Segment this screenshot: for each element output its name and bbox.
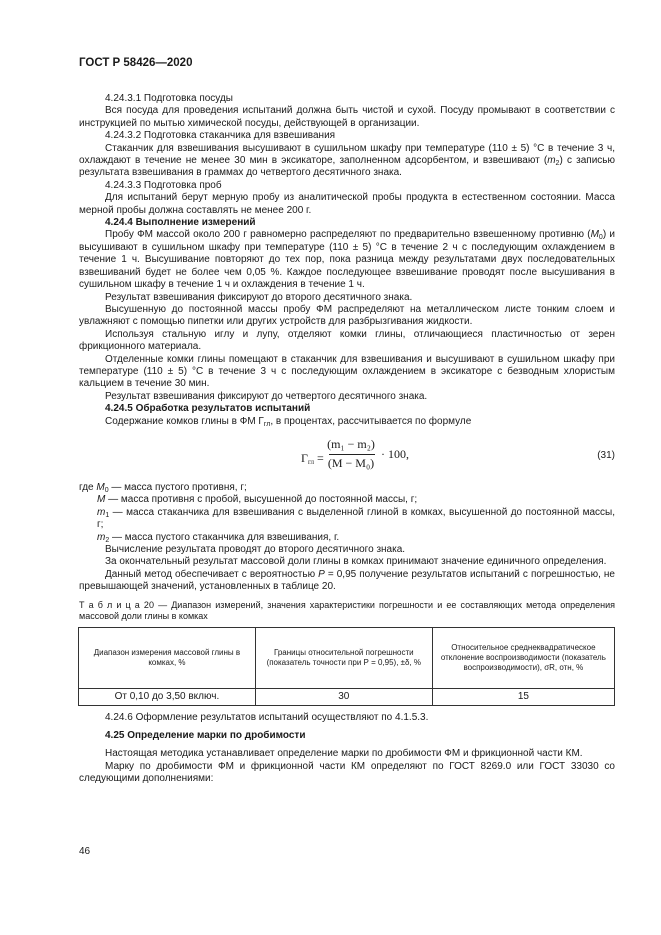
paragraph: Вычисление результата проводят до второго десятичного знака.	[105, 544, 406, 555]
paragraph: Используя стальную иглу и лупу, отделяют комки глины, отличающиеся пластичностью от зерен фрикционного материала.	[79, 328, 615, 353]
paragraph: Для испытаний берут мерную пробу из аналитической пробы продукта в естественном состоянии. Масса мерной пробы должна составлять не менее 200 г.	[79, 192, 615, 216]
legend-item: M — масса противня с пробой, высушенной до постоянной массы, г;	[97, 494, 418, 506]
legend-item: где $M_0$ — масса пустого противня, г;	[79, 481, 247, 494]
paragraph: Марку по дробимости ФМ и фрикционной части КМ определяют по ГОСТ 8269.0 или ГОСТ 33030 со следующими дополнениями:	[79, 760, 615, 785]
formula-31	[79, 432, 615, 482]
table-header-cell: Диапазон измерения массовой глины в комках, %	[79, 627, 256, 688]
paragraph: Вся посуда для проведения испытаний должна быть чистой и сухой. Посуду промывают в соответствии с инструкцией по мытью химической посуды, действующей в организации.	[79, 105, 615, 129]
table-caption: Т а б л и ц а 20 — Диапазон измерений, значения характеристики погрешности и ее составляющих метода определения массовой доли глины в комках	[79, 599, 615, 621]
table-cell: 15	[432, 688, 614, 705]
table-header-row	[79, 627, 615, 688]
paragraph: Отделенные комки глины помещают в стаканчик для взвешивания и высушивают в сушильном шкафу при температуре (110 ± 5) °С в течение 3 ч с последующим охлаждением в эксикаторе с безводным хлористым кальцием в течение 30 мин.	[79, 353, 615, 390]
table-cell: От 0,10 до 3,50 включ.	[79, 688, 256, 705]
section-heading: 4.24.4 Выполнение измерений	[105, 217, 256, 229]
formula-numerator: (m₁ − m₂)	[327, 436, 375, 451]
legend-item: $m_2$ — масса пустого стаканчика для взвешивания, г.	[97, 531, 340, 544]
table-cell: 30	[255, 688, 432, 705]
table-row	[79, 688, 615, 705]
paragraph: Стаканчик для взвешивания высушивают в сушильном шкафу при температуре (110 ± 5) °С в течение 3 ч, охлаждают в течение не менее 30 мин в эксикаторе, заполненном адсорбентом, и взвешивают $(m_2)$ с записью результата взвешивания в граммах до четвертого десятичного знака.	[79, 142, 615, 179]
document-body	[79, 93, 615, 786]
fraction-bar	[329, 454, 375, 455]
paragraph: Результат взвешивания фиксируют до второго десятичного знака.	[105, 291, 413, 303]
paragraph: Пробу ФМ массой около 200 г равномерно распределяют по предварительно взвешенному противню $(M_0)$ и высушивают в сушильном шкафу при температуре (110 ± 5) °С в течение 2 ч с последующим охлаждением в течение 1 ч. Высушивание повторяют до тех пор, пока разница между результатами двух последовательных взвешиваний будет не более чем 0,05 %. Каждое последующее взвешивание проводят после высушивания в сушильном шкафу в течение 1 ч и охлаждения в течение 1 ч.	[79, 229, 615, 291]
paragraph: Результат взвешивания фиксируют до четвертого десятичного знака.	[105, 390, 428, 402]
page-number: 46	[79, 846, 91, 857]
paragraph: За окончательный результат массовой доли глины в комках принимают значение единичного определения.	[105, 556, 607, 568]
formula-denominator: (M − M₀)	[327, 455, 375, 470]
formula-multiplier: · 100,	[381, 446, 409, 461]
equation-number: (31)	[597, 449, 615, 461]
section-title: 4.24.3.1 Подготовка посуды	[105, 93, 233, 104]
section-title: 4.24.3.2 Подготовка стаканчика для взвешивания	[105, 130, 336, 142]
paragraph: 4.24.6 Оформление результатов испытаний осуществляют по 4.1.5.3.	[105, 711, 429, 723]
paragraph: Настоящая методика устанавливает определение марки по дробимости ФМ и фрикционной части КМ.	[105, 748, 583, 760]
formula-legend	[79, 482, 615, 544]
table-20	[78, 627, 615, 706]
section-title: 4.24.3.3 Подготовка проб	[105, 179, 222, 191]
formula-lhs: $Г_{гл}$ =	[301, 450, 324, 466]
paragraph: Данный метод обеспечивает с вероятностью Р = 0,95 получение результатов испытаний с погрешностью, не превышающей значений, установленных в таблице 20.	[79, 568, 615, 593]
section-heading: 4.25 Определение марки по дробимости	[105, 730, 306, 742]
paragraph: Содержание комков глины в ФМ $Г_{гл}$, в процентах, рассчитывается по формуле	[105, 415, 472, 428]
table-header-cell: Относительное среднеквадратическое отклонение воспроизводимости (показатель воспроизводимости), σR, отн, %	[432, 627, 614, 688]
paragraph: Высушенную до постоянной массы пробу ФМ распределяют на металлическом листе тонким слоем и увлажняют с помощью пипетки или других устройств для разбрызгивания жидкости.	[79, 303, 615, 328]
legend-item: $m_1$ — масса стаканчика для взвешивания с выделенной глиной в комках, высушенной до постоянной массы, г;	[97, 506, 615, 531]
section-heading: 4.24.5 Обработка результатов испытаний	[105, 403, 311, 415]
table-header-cell: Границы относительной погрешности (показатель точности при Р = 0,95), ±δ, %	[255, 627, 432, 688]
document-header: ГОСТ Р 58426—2020	[79, 57, 193, 69]
